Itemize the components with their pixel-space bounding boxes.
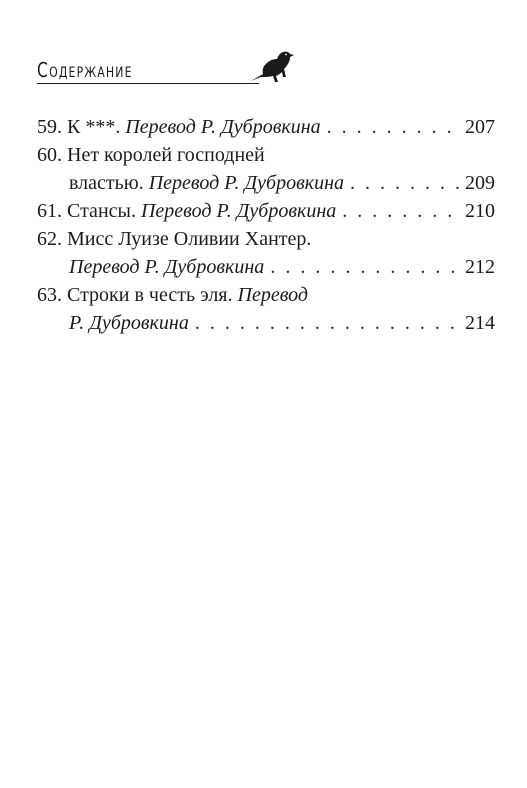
raven-icon [249,50,295,86]
entry-page-number: 212 [465,256,495,278]
entry-translator-part: Р. Дубровкина [69,312,189,334]
dot-leader [195,309,459,337]
entry-translator-part: Перевод [237,284,308,306]
toc-entry-62[interactable] [37,225,495,253]
table-of-contents [37,113,495,337]
dot-leader [327,113,459,141]
entry-title-continuation: властью. [69,172,144,194]
dot-leader [350,169,459,197]
title-underline [37,83,259,84]
entry-page-number: 207 [465,116,495,138]
toc-entry-61[interactable] [37,197,495,225]
entry-title: 61. Стансы. [37,200,136,222]
toc-entry-63[interactable] [37,281,495,309]
entry-title: 60. Нет королей господней [37,144,265,166]
entry-page-number: 214 [465,312,495,334]
toc-entry-59[interactable] [37,113,495,141]
entry-translator: Перевод Р. Дубровкина [140,200,337,222]
dot-leader [270,253,459,281]
toc-entry-63-continued[interactable] [37,309,495,337]
entry-page-number: 209 [465,172,495,194]
toc-entry-60-continued[interactable] [37,169,495,197]
dot-leader [342,197,459,225]
entry-title: 62. Мисс Луизе Оливии Хантер. [37,228,312,250]
entry-translator: Перевод Р. Дубровкина [148,172,345,194]
entry-title: 59. К ***. [37,116,121,138]
entry-translator: Перевод Р. Дубровкина [69,256,265,278]
entry-title: 63. Строки в честь эля. [37,284,233,306]
entry-translator: Перевод Р. Дубровкина [125,116,321,138]
chapter-header [37,50,495,90]
toc-entry-60[interactable] [37,141,495,169]
chapter-title: Содержание [37,58,133,82]
toc-entry-62-continued[interactable] [37,253,495,281]
entry-page-number: 210 [465,200,495,222]
